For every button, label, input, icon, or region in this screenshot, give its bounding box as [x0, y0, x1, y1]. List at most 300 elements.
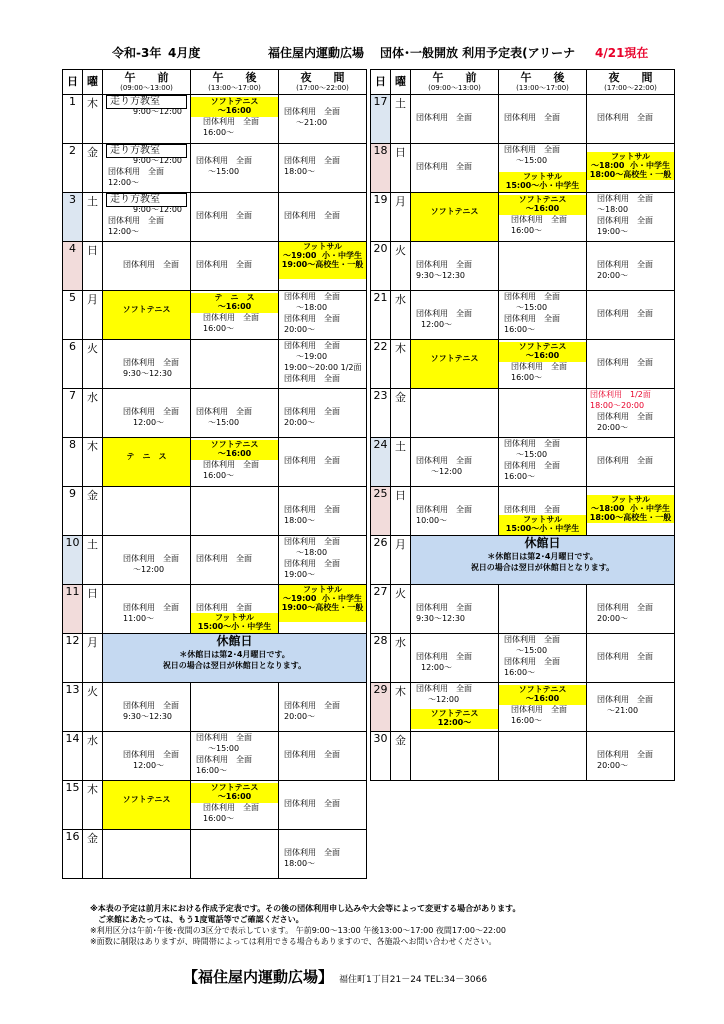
- slot-text: 団体利用 全面: [504, 314, 560, 323]
- night-slot: [587, 389, 675, 438]
- slot-text: 団体利用 全面: [284, 848, 340, 857]
- slot-text: 10:00～: [416, 516, 448, 525]
- slot-text: 団体利用 全面: [416, 603, 472, 612]
- morning-slot: [411, 732, 499, 781]
- slot-content: [279, 732, 366, 780]
- event-highlight: フットサル ～19:00 小・中学生 19:00～高校生・一般: [279, 242, 366, 279]
- header-row: [63, 70, 367, 95]
- weekday: 木: [391, 340, 411, 389]
- slot-content: [191, 830, 278, 878]
- slot-text: 団体利用 全面: [284, 407, 340, 416]
- morning-slot: [103, 732, 191, 781]
- slot-text: 20:00～: [284, 325, 316, 334]
- day-row-20: [371, 242, 675, 291]
- slot-text: ～12:00: [133, 565, 165, 574]
- morning-slot: [103, 291, 191, 340]
- note-3: ※利用区分は午前･午後･夜間の3区分で表示しています。 午前9:00～13:00 午後13:00～17:00 夜間17:00～22:00: [90, 926, 507, 935]
- slot-content: [103, 781, 190, 829]
- weekday: 木: [83, 781, 103, 830]
- slot-text: 16:00～: [203, 128, 235, 137]
- morning-slot: [103, 781, 191, 830]
- slot-text: 団体利用 全面: [284, 701, 340, 710]
- slot-text: 18:00～: [284, 859, 316, 868]
- day-number: 15: [63, 781, 83, 830]
- day-row-30: [371, 732, 675, 781]
- slot-text: 9:30～12:30: [416, 271, 466, 280]
- slot-content: [411, 438, 498, 486]
- event-highlight: ソフトテニス ～16:00: [191, 97, 278, 117]
- slot-text: 16:00～: [511, 716, 543, 725]
- weekday: 火: [391, 585, 411, 634]
- slot-text: 団体利用 全面: [196, 211, 252, 220]
- slot-content: [103, 732, 190, 780]
- slot-content: [279, 389, 366, 437]
- slot-text: 19:00～20:00 1/2面: [284, 363, 362, 372]
- weekday: 月: [83, 291, 103, 340]
- slot-text: 16:00～: [504, 325, 536, 334]
- event-highlight: テ ニ ス ～16:00: [191, 293, 278, 313]
- slot-content: [499, 95, 586, 143]
- afternoon-slot: [191, 144, 279, 193]
- header-afternoon-time: (13:00～17:00): [516, 83, 569, 92]
- slot-text: 9:30～12:30: [416, 614, 466, 623]
- slot-text: 団体利用 全面: [284, 750, 340, 759]
- day-row-13: [63, 683, 367, 732]
- slot-content: [587, 487, 674, 535]
- slot-content: [499, 193, 586, 241]
- slot-content: [499, 291, 586, 339]
- morning-slot: [103, 95, 191, 144]
- afternoon-slot: [191, 340, 279, 389]
- slot-text: 団体利用 全面: [123, 407, 179, 416]
- day-row-1: [63, 95, 367, 144]
- afternoon-slot: [191, 193, 279, 242]
- day-number: 3: [63, 193, 83, 242]
- slot-text: 団体利用 全面: [597, 456, 653, 465]
- header-morning-time: (09:00～13:00): [120, 83, 173, 92]
- slot-text: 20:00～: [597, 614, 629, 623]
- slot-text: 団体利用 全面: [504, 635, 560, 644]
- weekday: 土: [83, 193, 103, 242]
- activity-box: 走り方教室: [106, 144, 187, 158]
- slot-text: 団体利用 全面: [504, 292, 560, 301]
- slot-content: [103, 193, 190, 241]
- slot-text: 団体利用 全面: [196, 156, 252, 165]
- slot-text: 団体利用 全面: [504, 113, 560, 122]
- slot-content: [411, 389, 498, 437]
- day-number: 26: [371, 536, 391, 585]
- event-highlight: ソフトテニス ～16:00: [191, 440, 278, 460]
- night-slot: [587, 144, 675, 193]
- slot-text: 12:00～: [108, 227, 140, 236]
- night-slot: [279, 438, 367, 487]
- night-slot: [279, 487, 367, 536]
- slot-text: 団体利用 全面: [108, 167, 164, 176]
- slot-content: [279, 585, 366, 633]
- afternoon-slot: [191, 585, 279, 634]
- header-weekday: 曜: [391, 70, 411, 95]
- day-row-29: [371, 683, 675, 732]
- morning-slot: [411, 389, 499, 438]
- weekday: 金: [391, 732, 411, 781]
- slot-text: 団体利用 全面: [284, 211, 340, 220]
- day-row-10: [63, 536, 367, 585]
- slot-text: 団体利用 全面: [597, 113, 653, 122]
- title-month: 4月度: [168, 46, 201, 60]
- title-era: 令和-3年: [112, 46, 162, 60]
- header-afternoon-label: 午 後: [520, 70, 565, 84]
- day-number: 24: [371, 438, 391, 487]
- weekday: 木: [83, 438, 103, 487]
- night-slot: [587, 340, 675, 389]
- slot-content: [103, 536, 190, 584]
- slot-text: 団体利用 全面: [123, 750, 179, 759]
- slot-content: [191, 438, 278, 486]
- slot-text: ～15:00: [208, 744, 240, 753]
- slot-content: [587, 291, 674, 339]
- closed-line-2: 祝日の場合は翌日が休館日となります。: [162, 661, 307, 670]
- slot-content: [587, 389, 674, 437]
- morning-slot: [411, 95, 499, 144]
- slot-content: [103, 291, 190, 339]
- night-slot: [279, 732, 367, 781]
- slot-content: [279, 683, 366, 731]
- slot-content: [411, 732, 498, 780]
- slot-text: 団体利用 全面: [123, 260, 179, 269]
- night-slot: [587, 95, 675, 144]
- weekday: 日: [83, 585, 103, 634]
- afternoon-slot: [191, 536, 279, 585]
- night-slot: [279, 683, 367, 732]
- slot-content: [191, 242, 278, 290]
- weekday: 金: [83, 487, 103, 536]
- night-slot: [279, 585, 367, 634]
- afternoon-slot: [499, 95, 587, 144]
- slot-text: 16:00～: [203, 814, 235, 823]
- day-row-22: [371, 340, 675, 389]
- night-slot: [587, 634, 675, 683]
- afternoon-slot: [499, 732, 587, 781]
- day-number: 23: [371, 389, 391, 438]
- slot-content: [587, 340, 674, 388]
- weekday: 金: [83, 830, 103, 879]
- afternoon-slot: [499, 683, 587, 732]
- event-highlight: フットサル 15:00～小・中学生: [499, 515, 586, 535]
- closed-day-notice: [103, 634, 367, 683]
- slot-content: [499, 340, 586, 388]
- weekday: 金: [391, 389, 411, 438]
- slot-text: 団体利用 全面: [416, 309, 472, 318]
- slot-content: [499, 438, 586, 486]
- slot-text: 16:00～: [511, 226, 543, 235]
- slot-text: 団体利用 全面: [416, 162, 472, 171]
- title-subject: 団体･一般開放 利用予定表(アリーナ: [380, 46, 576, 60]
- day-number: 30: [371, 732, 391, 781]
- slot-text: 団体利用 全面: [123, 701, 179, 710]
- header-morning-label: 午 前: [124, 70, 169, 84]
- day-number: 9: [63, 487, 83, 536]
- night-slot: [279, 340, 367, 389]
- header-afternoon: [499, 70, 587, 95]
- day-row-16: [63, 830, 367, 879]
- slot-content: [587, 144, 674, 192]
- day-number: 22: [371, 340, 391, 389]
- weekday: 木: [83, 95, 103, 144]
- morning-slot: [411, 585, 499, 634]
- slot-content: [411, 144, 498, 192]
- afternoon-slot: [191, 438, 279, 487]
- slot-text: 9:30～12:30: [123, 369, 173, 378]
- afternoon-slot: [499, 242, 587, 291]
- slot-text: 20:00～: [284, 418, 316, 427]
- afternoon-slot: [191, 683, 279, 732]
- day-row-27: [371, 585, 675, 634]
- day-row-7: [63, 389, 367, 438]
- day-row-24: [371, 438, 675, 487]
- slot-text: 9:00～12:00: [133, 205, 183, 214]
- event-highlight: ソフトテニス ～16:00: [191, 783, 278, 803]
- slot-content: [411, 634, 498, 682]
- afternoon-slot: [191, 389, 279, 438]
- day-row-14: [63, 732, 367, 781]
- slot-text: 団体利用 全面: [284, 314, 340, 323]
- slot-text: 19:00～: [284, 570, 316, 579]
- slot-text: 団体利用 全面: [597, 695, 653, 704]
- slot-text: 20:00～: [597, 761, 629, 770]
- event-highlight: フットサル 15:00～小・中学生: [191, 613, 278, 633]
- morning-slot: [103, 487, 191, 536]
- night-slot: [279, 193, 367, 242]
- slot-text: 9:00～12:00: [133, 156, 183, 165]
- slot-content: [279, 536, 366, 584]
- slot-content: [587, 242, 674, 290]
- closed-title: 休館日: [216, 634, 253, 648]
- night-slot: [587, 193, 675, 242]
- slot-text: ～21:00: [607, 706, 639, 715]
- slot-content: [191, 536, 278, 584]
- day-number: 10: [63, 536, 83, 585]
- slot-content: [587, 732, 674, 780]
- night-slot: [279, 781, 367, 830]
- day-row-28: [371, 634, 675, 683]
- weekday: 金: [83, 144, 103, 193]
- afternoon-slot: [191, 781, 279, 830]
- slot-text: 団体利用 全面: [597, 260, 653, 269]
- day-number: 25: [371, 487, 391, 536]
- slot-content: [499, 242, 586, 290]
- slot-text: 団体利用 全面: [123, 554, 179, 563]
- day-row-12: [63, 634, 367, 683]
- day-number: 8: [63, 438, 83, 487]
- day-number: 12: [63, 634, 83, 683]
- slot-content: [191, 340, 278, 388]
- morning-slot: [103, 683, 191, 732]
- slot-content: [411, 683, 498, 731]
- day-number: 16: [63, 830, 83, 879]
- morning-slot: [411, 193, 499, 242]
- morning-slot: [103, 144, 191, 193]
- slot-content: [279, 438, 366, 486]
- slot-content: [191, 683, 278, 731]
- slot-content: [411, 585, 498, 633]
- slot-content: [191, 291, 278, 339]
- night-slot: [279, 830, 367, 879]
- closed-day-notice: [411, 536, 675, 585]
- event-highlight: フットサル ～18:00 小・中学生 18:00～高校生・一般: [587, 495, 674, 523]
- afternoon-slot: [499, 585, 587, 634]
- morning-slot: [411, 487, 499, 536]
- slot-text: 団体利用 全面: [196, 603, 252, 612]
- day-number: 20: [371, 242, 391, 291]
- slot-text: 団体利用 全面: [196, 260, 252, 269]
- afternoon-slot: [191, 830, 279, 879]
- weekday: 月: [83, 634, 103, 683]
- afternoon-slot: [191, 291, 279, 340]
- afternoon-slot: [191, 95, 279, 144]
- slot-text: ～12:00: [428, 695, 460, 704]
- slot-text: 団体利用 全面: [123, 603, 179, 612]
- day-number: 4: [63, 242, 83, 291]
- day-number: 6: [63, 340, 83, 389]
- day-number: 7: [63, 389, 83, 438]
- slot-content: [587, 438, 674, 486]
- header-day: 日: [63, 70, 83, 95]
- night-slot: [279, 95, 367, 144]
- slot-content: [499, 683, 586, 731]
- slot-content: [191, 389, 278, 437]
- header-weekday: 曜: [83, 70, 103, 95]
- slot-text: 団体利用 全面: [416, 260, 472, 269]
- night-slot: [587, 683, 675, 732]
- slot-content: [191, 732, 278, 780]
- note-4: ※面数に制限はありますが、時間帯によっては利用できる場合もありますので、各施設へお問い合わせください。: [90, 937, 497, 946]
- slot-content: [103, 438, 190, 486]
- slot-content: [191, 781, 278, 829]
- slot-text: 団体利用 全面: [196, 554, 252, 563]
- closed-title: 休館日: [524, 536, 561, 550]
- weekday: 木: [391, 683, 411, 732]
- day-number: 28: [371, 634, 391, 683]
- afternoon-slot: [191, 732, 279, 781]
- slot-text: 団体利用 全面: [597, 194, 653, 203]
- slot-content: [411, 242, 498, 290]
- slot-content: [279, 487, 366, 535]
- slot-text: ～18:00: [296, 303, 328, 312]
- slot-text: 12:00～: [133, 418, 165, 427]
- footer-address: 福住町1丁目21－24 TEL:34－3066: [339, 975, 488, 985]
- night-slot: [279, 144, 367, 193]
- slot-content: [103, 340, 190, 388]
- slot-text: 団体利用 全面: [203, 313, 259, 322]
- slot-text: 18:00～20:00: [590, 401, 645, 410]
- activity-box: 走り方教室: [106, 95, 187, 109]
- slot-text: ～15:00: [516, 156, 548, 165]
- day-number: 14: [63, 732, 83, 781]
- slot-text: 団体利用 全面: [203, 117, 259, 126]
- slot-text: 12:00～: [133, 761, 165, 770]
- slot-text: 20:00～: [597, 423, 629, 432]
- day-number: 18: [371, 144, 391, 193]
- event-highlight: ソフトテニス ～16:00: [499, 195, 586, 215]
- slot-content: [279, 95, 366, 143]
- slot-text: 団体利用 全面: [416, 456, 472, 465]
- slot-text: 12:00～: [421, 663, 453, 672]
- header-row: [371, 70, 675, 95]
- morning-slot: [103, 340, 191, 389]
- slot-text: 団体利用 全面: [511, 362, 567, 371]
- slot-content: [411, 193, 498, 241]
- weekday: 土: [391, 438, 411, 487]
- slot-content: [499, 732, 586, 780]
- day-row-9: [63, 487, 367, 536]
- morning-slot: [411, 242, 499, 291]
- slot-text: 16:00～: [504, 668, 536, 677]
- slot-text: 団体利用 全面: [416, 684, 472, 693]
- morning-slot: [103, 438, 191, 487]
- slot-content: [103, 585, 190, 633]
- night-slot: [587, 732, 675, 781]
- slot-content: [499, 634, 586, 682]
- weekday: 火: [391, 242, 411, 291]
- header-night-label: 夜 間: [300, 70, 345, 84]
- event-label: ソフトテニス: [122, 795, 171, 804]
- slot-text: 団体利用 全面: [196, 407, 252, 416]
- slot-text: 団体利用 全面: [416, 113, 472, 122]
- day-number: 5: [63, 291, 83, 340]
- weekday: 月: [391, 536, 411, 585]
- night-slot: [279, 291, 367, 340]
- slot-content: [103, 830, 190, 878]
- day-row-3: [63, 193, 367, 242]
- header-night: [587, 70, 675, 95]
- slot-text: 団体利用 全面: [511, 705, 567, 714]
- notes: [90, 903, 521, 947]
- day-number: 1: [63, 95, 83, 144]
- slot-text: 団体利用 全面: [597, 216, 653, 225]
- slot-text: 団体利用 全面: [416, 652, 472, 661]
- slot-text: 団体利用 全面: [597, 750, 653, 759]
- slot-text: ～15:00: [208, 418, 240, 427]
- slot-text: 団体利用 全面: [284, 559, 340, 568]
- slot-content: [587, 95, 674, 143]
- slot-text: 団体利用 全面: [504, 145, 560, 154]
- slot-text: 団体利用 全面: [416, 505, 472, 514]
- slot-text: 団体利用 全面: [597, 412, 653, 421]
- event-highlight: フットサル ～18:00 小・中学生 18:00～高校生・一般: [587, 152, 674, 180]
- night-slot: [587, 438, 675, 487]
- slot-text: 団体利用 全面: [504, 461, 560, 470]
- slot-text: 団体利用 全面: [597, 652, 653, 661]
- afternoon-slot: [191, 242, 279, 291]
- event-highlight: フットサル 15:00～小・中学生: [499, 172, 586, 192]
- slot-content: [587, 634, 674, 682]
- slot-text: ～18:00: [296, 548, 328, 557]
- slot-content: [279, 242, 366, 290]
- night-slot: [587, 291, 675, 340]
- morning-slot: [411, 340, 499, 389]
- slot-text: 18:00～: [284, 516, 316, 525]
- slot-content: [191, 144, 278, 192]
- slot-text: 団体利用 1/2面: [590, 390, 651, 399]
- morning-slot: [103, 536, 191, 585]
- day-row-23: [371, 389, 675, 438]
- event-highlight: ソフトテニス ～16:00: [499, 342, 586, 362]
- slot-content: [411, 487, 498, 535]
- afternoon-slot: [499, 340, 587, 389]
- slot-content: [103, 683, 190, 731]
- slot-text: 団体利用 全面: [284, 374, 340, 383]
- day-number: 21: [371, 291, 391, 340]
